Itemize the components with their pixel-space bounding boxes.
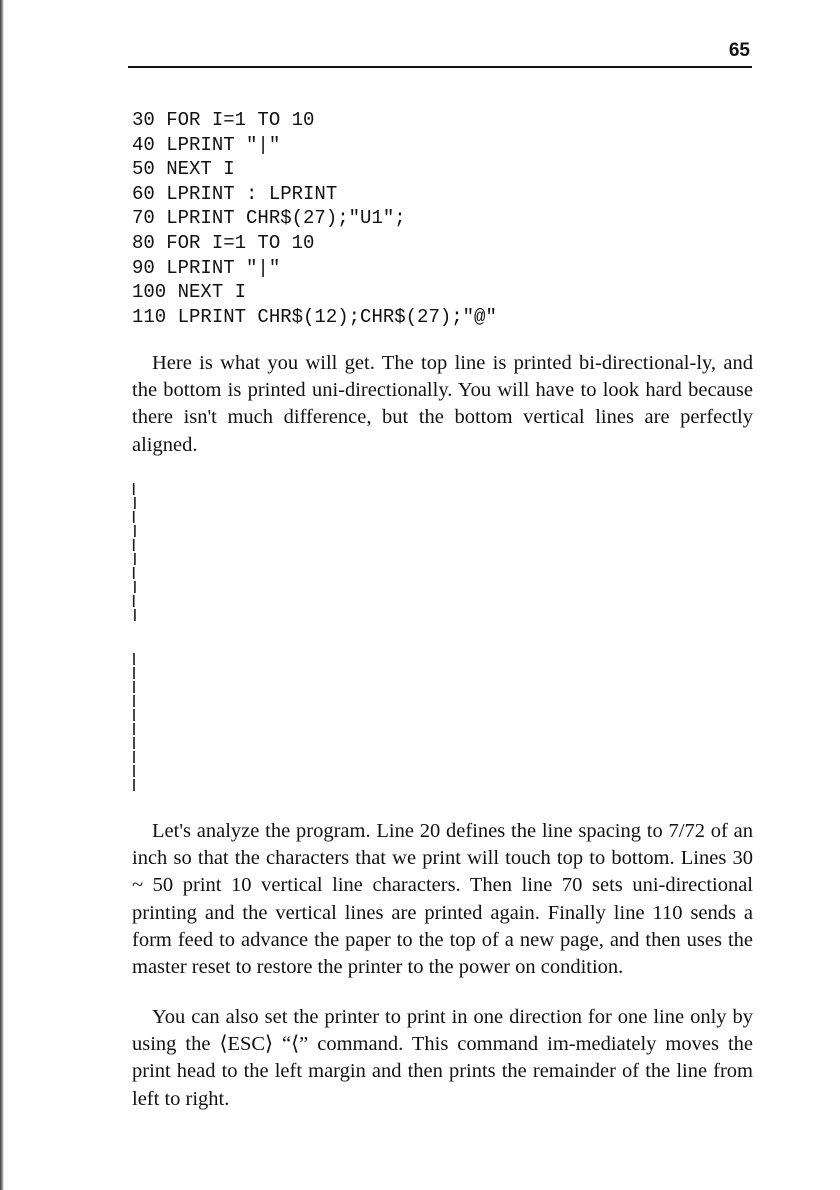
bidirectional-output-graphic <box>132 482 136 622</box>
code-line: 40 LPRINT "|" <box>132 133 281 156</box>
unidirectional-output-graphic <box>132 652 136 792</box>
page-number: 65 <box>728 40 750 61</box>
unidirectional-output-lines <box>132 652 136 792</box>
code-line: 70 LPRINT CHR$(27);"U1"; <box>132 207 406 230</box>
code-line: 30 FOR I=1 TO 10 <box>132 109 315 131</box>
scan-edge <box>0 0 4 1190</box>
paragraph-one-line-direction: You can also set the printer to print in one direction for one line only by using the ⟨ESC⟩ “⟨” command. This command im-mediately moves the print head to the left margin and then prints the remainder of the line from left to right. <box>132 1006 753 1110</box>
basic-code-listing <box>132 108 752 329</box>
paragraph-result-description: Here is what you will get. The top line is printed bi-directional-ly, and the bottom is printed uni-directionally. You will have to look hard because there isn't much difference, but the bottom vertical lines are perfectly aligned. <box>132 352 753 456</box>
code-line: 50 NEXT I <box>132 158 235 181</box>
code-line: 80 FOR I=1 TO 10 <box>132 231 315 254</box>
bidirectional-output-lines <box>132 482 136 622</box>
code-line: 110 LPRINT CHR$(12);CHR$(27);"@" <box>132 305 497 328</box>
code-line: 60 LPRINT : LPRINT <box>132 182 338 205</box>
code-line: 100 NEXT I <box>132 281 247 304</box>
paragraph-program-analysis: Let's analyze the program. Line 20 defines the line spacing to 7/72 of an inch so that the characters that we print will touch top to bottom. Lines 30 ~ 50 print 10 vertical line characters. Then line 70 sets uni-directional printing and the vertical lines are printed again. Finally line 110 sends a form feed to advance the paper to the top of a new page, and then uses the master reset to restore the printer to the power on condition. <box>132 820 753 979</box>
header-rule <box>128 66 752 68</box>
code-line: 90 LPRINT "|" <box>132 256 281 279</box>
